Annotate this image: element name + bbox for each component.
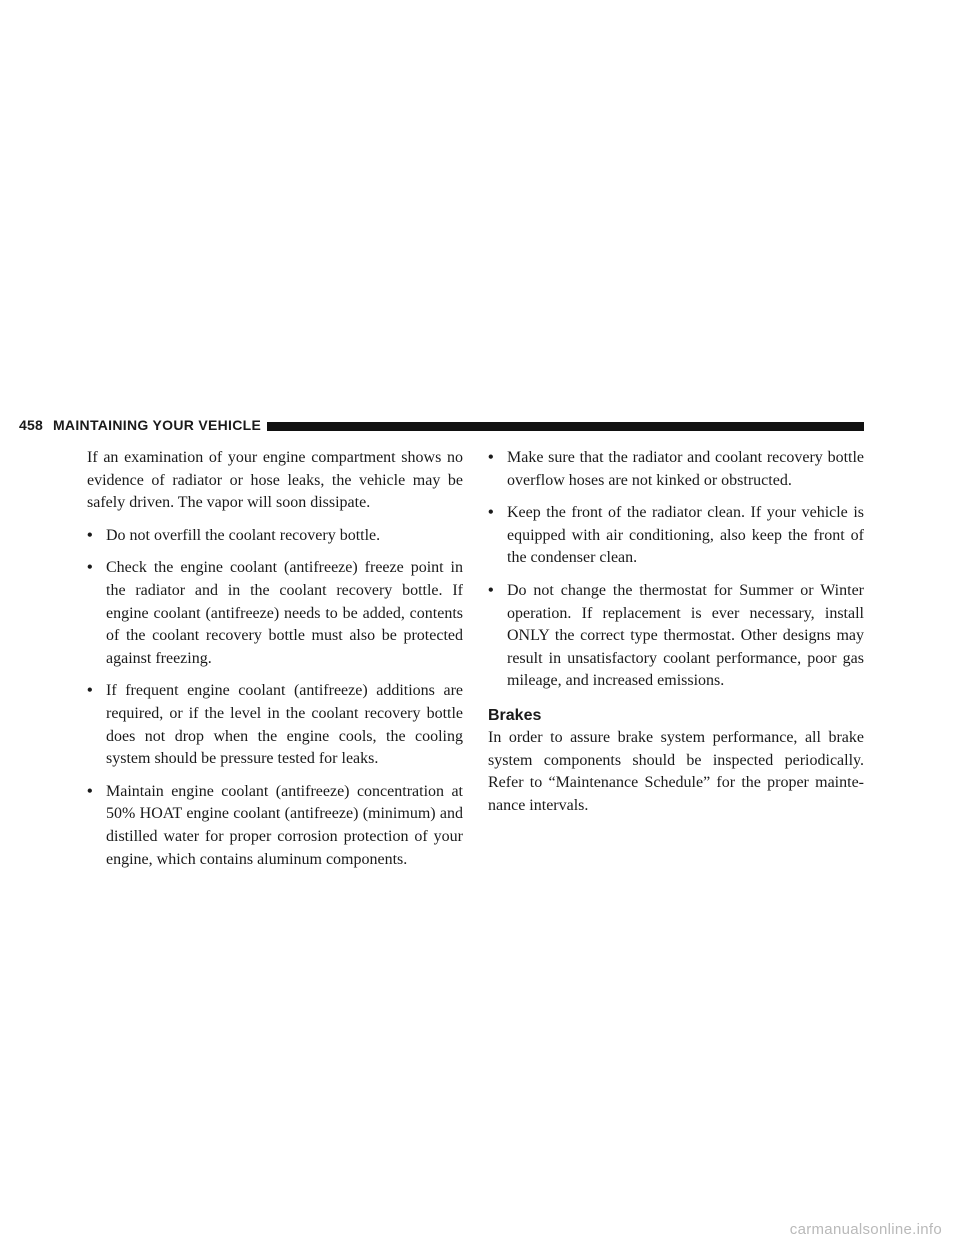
bullet-icon: • <box>87 682 93 700</box>
watermark-text: carmanualsonline.info <box>789 1221 942 1238</box>
bullet-text: Check the engine coolant (antifreeze) freeze point in the radiator and in the coolant recovery bottle. If engine coolant (antifreeze) needs to be added, contents of the coolant recovery bottle must also be protected against freezing. <box>106 559 463 667</box>
brakes-heading: Brakes <box>488 706 542 724</box>
brakes-paragraph: In order to assure brake system performance, all brake system components should be inspected periodically. Refer to “Maintenance Schedule” for the proper mainte- nance intervals. <box>488 728 864 814</box>
bullet-text: Maintain engine coolant (antifreeze) concentration at 50% HOAT engine coolant (antifreeze) (minimum) and distilled water for proper corrosion protection of your engine, which contains aluminum components. <box>106 782 463 868</box>
list-item <box>87 781 463 871</box>
bullet-text: Do not change the thermostat for Summer or Winter operation. If replacement is ever necessary, install ONLY the correct type thermostat. Other designs may result in unsatisfactory coolant performance, poor gas mileage, and increased emissions. <box>507 581 864 690</box>
bullet-icon: • <box>488 581 494 599</box>
left-bullet-list <box>87 525 463 871</box>
list-item <box>488 502 864 570</box>
header-rule <box>267 422 864 431</box>
bullet-text: Keep the front of the radiator clean. If your vehicle is equipped with air conditioning, also keep the front of the condenser clean. <box>507 504 864 567</box>
bullet-text: Make sure that the radiator and coolant recovery bottle overflow hoses are not kinked or obstructed. <box>507 449 864 489</box>
bullet-icon: • <box>87 526 93 544</box>
bullet-icon: • <box>87 559 93 577</box>
right-bullet-list <box>488 447 864 693</box>
bullet-icon: • <box>488 449 494 466</box>
left-column <box>87 447 463 881</box>
bullet-icon: • <box>87 782 93 800</box>
list-item <box>87 525 463 548</box>
bullet-text: If frequent engine coolant (antifreeze) additions are required, or if the level in the coolant recovery bottle does not drop when the engine cools, the cooling system should be pressure tested for leaks. <box>106 682 463 768</box>
bullet-text: Do not overfill the coolant recovery bottle. <box>106 526 381 544</box>
page-number: 458 <box>19 417 43 433</box>
section-title: MAINTAINING YOUR VEHICLE <box>52 417 262 433</box>
page-header <box>0 414 864 436</box>
list-item <box>87 557 463 670</box>
intro-paragraph: If an examination of your engine compartment shows no evidence of radiator or hose leaks, the vehicle may be safely driven. The vapor will soon dissipate. <box>87 449 463 512</box>
bullet-icon: • <box>488 504 494 522</box>
list-item <box>87 680 463 770</box>
right-column <box>488 447 864 827</box>
list-item <box>488 580 864 693</box>
list-item <box>488 447 864 492</box>
